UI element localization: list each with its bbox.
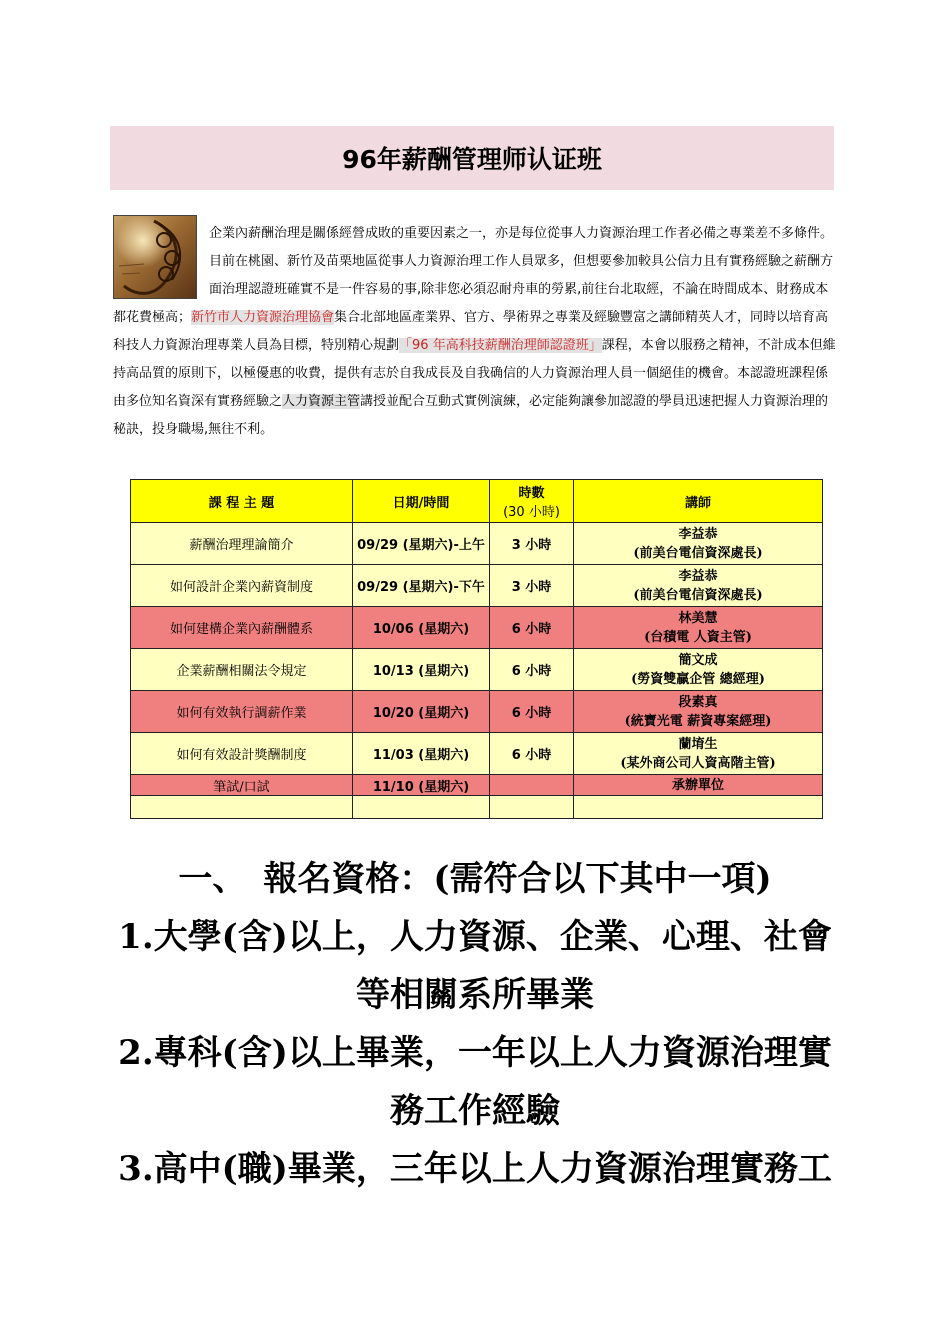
topic-cell: 企業薪酬相關法令規定 — [131, 649, 353, 691]
teacher-title: (勞資雙贏企管 總經理) — [631, 671, 765, 687]
table-row — [131, 523, 823, 565]
date-cell: 11/10 (星期六) — [353, 775, 490, 796]
hours-cell: 6 小時 — [490, 691, 574, 733]
topic-cell: 如何建構企業內薪酬體系 — [131, 607, 353, 649]
teacher-name: 蘭堉生 — [678, 736, 718, 752]
teacher-title: (台積電 人資主管) — [644, 629, 752, 645]
table-header-row — [131, 480, 823, 523]
intro-org-link: 新竹市人力資源治理協會 — [191, 310, 335, 325]
header-date: 日期/時間 — [353, 480, 490, 523]
qualification-section — [110, 850, 840, 1198]
header-teacher: 講師 — [574, 480, 823, 523]
teacher-title: (統寶光電 薪資專案經理) — [624, 713, 772, 729]
table-row — [131, 565, 823, 607]
header-topic: 課 程 主 題 — [131, 480, 353, 523]
topic-cell: 如何設計企業內薪資制度 — [131, 565, 353, 607]
teacher-cell — [574, 649, 823, 691]
teacher-name: 李益恭 — [678, 526, 718, 542]
header-hours: 時數 (30 小時) — [490, 480, 574, 523]
table-row — [131, 691, 823, 733]
teacher-cell — [574, 691, 823, 733]
date-cell: 09/29 (星期六)-下午 — [353, 565, 490, 607]
empty-cell — [131, 796, 353, 819]
qualification-item-2: 2.專科(含)以上畢業，一年以上人力資源治理實 — [118, 1033, 832, 1073]
intro-text-1: 企業內薪酬治理是關係經營成敗的重要因素之一，亦是每位從事人力資源治理工作者必備之專業差不多條件。目前在桃園、新竹及苗栗地區從事人力資源治理工作人員眾多，但想要參加較具公信力且有實務經驗之薪酬方面治理認證班確實不是一件容易的事,除非您必須忍耐舟車的勞累,前往台北取經，不論在時間成本、財務成本都花費極高； — [113, 226, 834, 325]
topic-cell: 如何有效執行調薪作業 — [131, 691, 353, 733]
hours-cell: 6 小時 — [490, 649, 574, 691]
qualification-item-1: 1.大學(含)以上，人力資源、企業、心理、社會 — [118, 917, 832, 957]
table-row — [131, 607, 823, 649]
date-cell: 09/29 (星期六)-上午 — [353, 523, 490, 565]
teacher-cell — [574, 607, 823, 649]
empty-row — [131, 796, 823, 819]
teacher-cell — [574, 523, 823, 565]
teacher-title: (前美台電信資深處長) — [633, 587, 763, 603]
teacher-cell — [574, 733, 823, 775]
date-cell: 11/03 (星期六) — [353, 733, 490, 775]
topic-cell: 如何有效設計獎酬制度 — [131, 733, 353, 775]
qualification-heading: 一、 報名資格：(需符合以下其中一項) — [178, 859, 772, 899]
qualification-item-2-cont: 務工作經驗 — [390, 1091, 560, 1131]
teacher-name: 林美慧 — [678, 610, 718, 626]
intro-text-4: 講授並配合互動式實例演練，必定能夠讓參加認證的學員迅速把握人力資源治理的秘訣，投身職場,無往不利。 — [113, 394, 829, 437]
hours-cell — [490, 775, 574, 796]
teacher-title: (前美台電信資深處長) — [633, 545, 763, 561]
hours-cell: 6 小時 — [490, 733, 574, 775]
teacher-name: 段素真 — [678, 694, 718, 710]
empty-cell — [353, 796, 490, 819]
intro-paragraph — [113, 220, 837, 444]
date-cell: 10/06 (星期六) — [353, 607, 490, 649]
table-row — [131, 733, 823, 775]
date-cell: 10/13 (星期六) — [353, 649, 490, 691]
table-row — [131, 649, 823, 691]
qualification-item-1-cont: 等相關系所畢業 — [356, 975, 594, 1015]
empty-cell — [574, 796, 823, 819]
teacher-cell — [574, 565, 823, 607]
page-title: 96年薪酬管理师认证班 — [342, 145, 602, 174]
exam-row — [131, 775, 823, 796]
intro-course-name: 「96 年高科技薪酬治理師認證班」 — [399, 338, 602, 353]
empty-cell — [490, 796, 574, 819]
date-cell: 10/20 (星期六) — [353, 691, 490, 733]
teacher-name: 簡文成 — [678, 652, 718, 668]
intro-text-2: 集合北部地區產業界、官方、學術界之專業及經驗豐富之講師精英人才，同時以培育高科技人力資源治理專業人員為目標，特別精心規劃 — [113, 310, 829, 353]
intro-hr-highlight: 人力資源主管 — [282, 394, 361, 409]
title-banner — [110, 126, 834, 190]
hours-cell: 3 小時 — [490, 523, 574, 565]
course-schedule-table — [130, 479, 823, 819]
teacher-title: (某外商公司人資高階主管) — [620, 755, 776, 771]
header-hours-total: (30 小時) — [503, 505, 560, 520]
hours-cell: 3 小時 — [490, 565, 574, 607]
intro-text-3: 課程，本會以服務之精神，不計成本但維持高品質的原則下，以極優惠的收費，提供有志於自我成長及自我确信的人力資源治理人員一個絕佳的機會。本認證班課程係由多位知名資深有實務經驗之 — [113, 338, 836, 409]
teacher-name: 李益恭 — [678, 568, 718, 584]
qualification-item-3: 3.高中(職)畢業，三年以上人力資源治理實務工 — [118, 1149, 832, 1189]
topic-cell: 筆試/口試 — [131, 775, 353, 796]
topic-cell: 薪酬治理理論簡介 — [131, 523, 353, 565]
teacher-cell: 承辦單位 — [574, 775, 823, 796]
hours-cell: 6 小時 — [490, 607, 574, 649]
